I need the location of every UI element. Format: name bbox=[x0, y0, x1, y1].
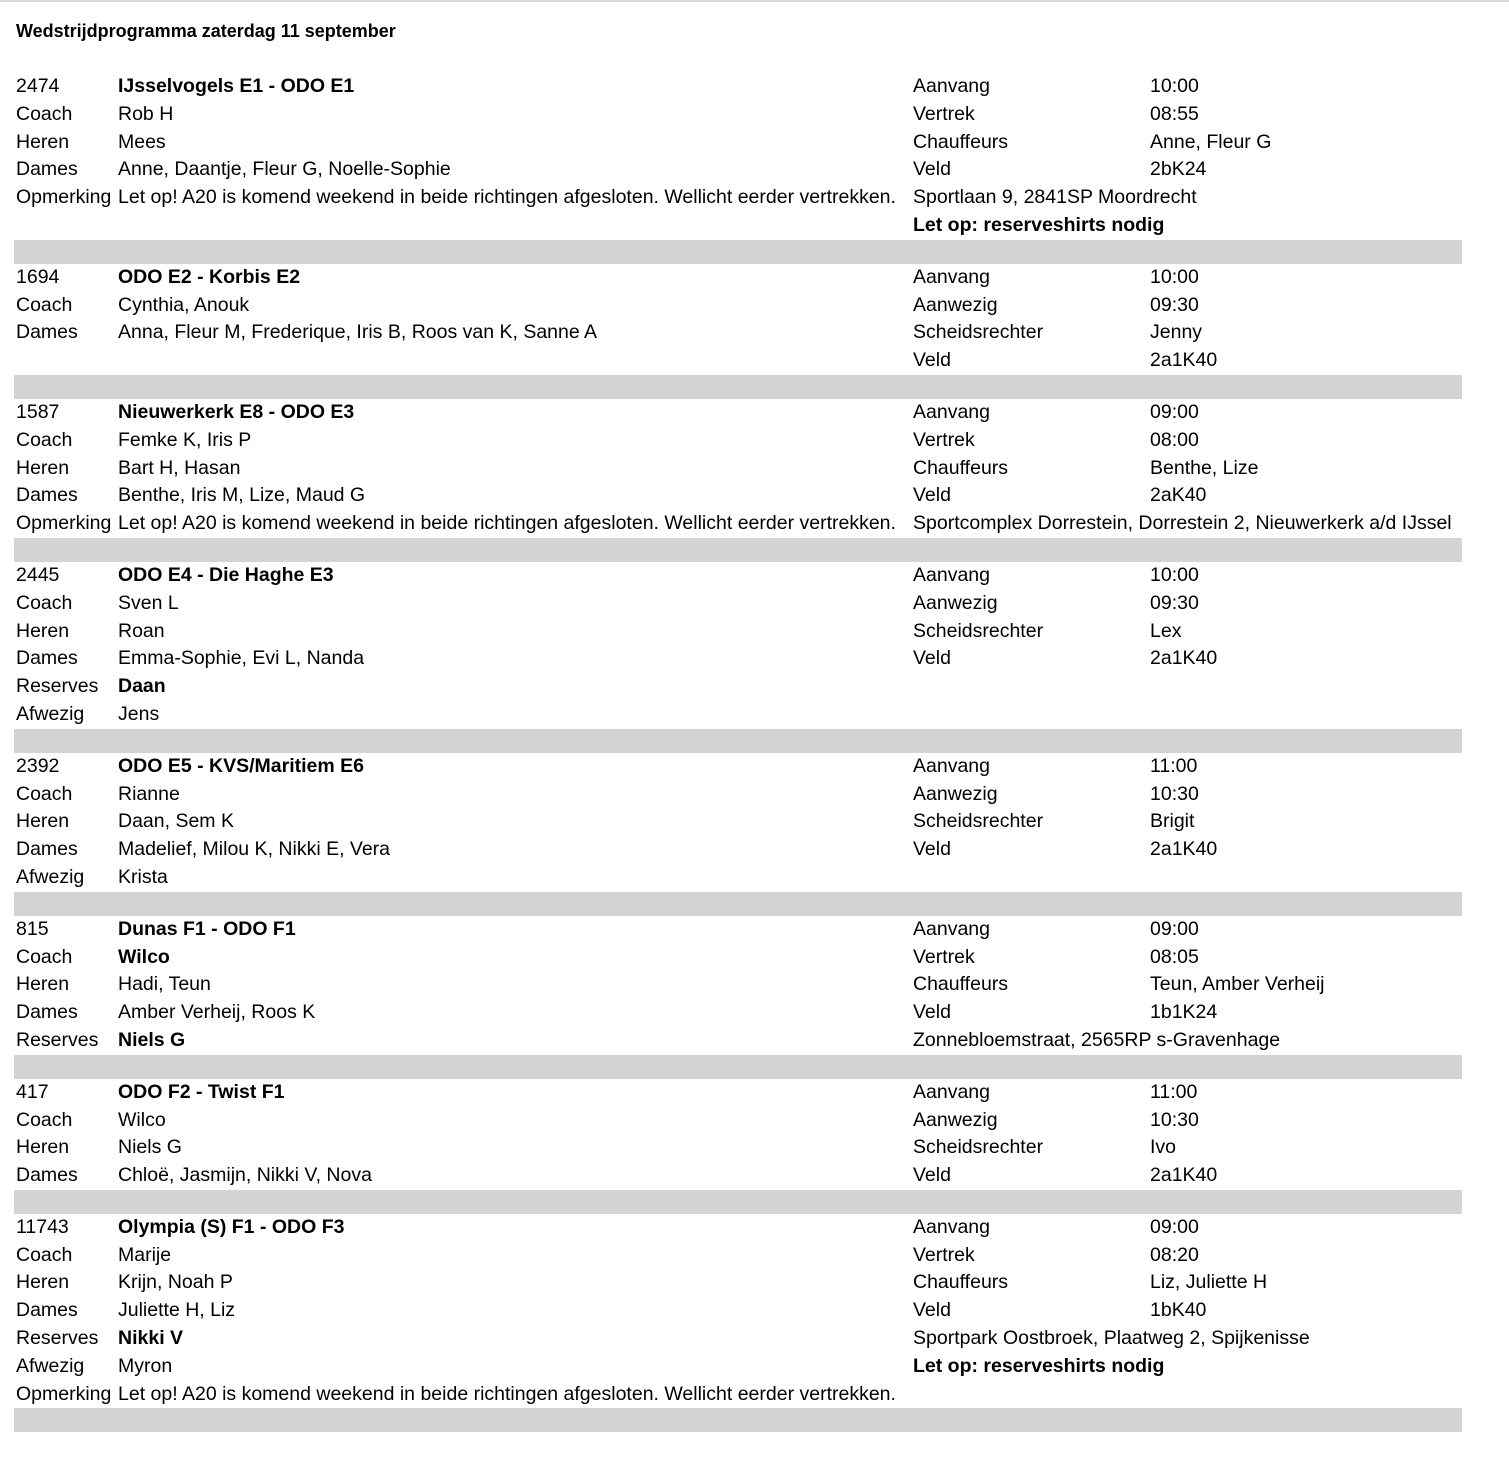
match-row bbox=[14, 645, 1462, 673]
match-row bbox=[14, 999, 1462, 1027]
row-value: Anna, Fleur M, Frederique, Iris B, Roos van K, Sanne A bbox=[118, 321, 598, 344]
row-label: Coach bbox=[16, 428, 73, 451]
match-row bbox=[14, 455, 1462, 483]
row-info-label: Sportcomplex Dorrestein, Dorrestein 2, Nieuwerkerk a/d IJssel bbox=[913, 512, 1452, 535]
row-value: Juliette H, Liz bbox=[118, 1299, 236, 1322]
row-value: ODO E4 - Die Haghe E3 bbox=[118, 563, 334, 586]
row-info-label: Vertrek bbox=[913, 428, 975, 451]
row-value: Amber Verheij, Roos K bbox=[118, 1001, 316, 1024]
row-label: Coach bbox=[16, 591, 73, 614]
row-label: Coach bbox=[16, 102, 73, 125]
row-info-label: Veld bbox=[913, 1001, 951, 1024]
row-info-value: 09:00 bbox=[1150, 1215, 1199, 1238]
row-value: Krijn, Noah P bbox=[118, 1271, 233, 1294]
row-info-value: Anne, Fleur G bbox=[1150, 130, 1272, 153]
row-info-label: Aanvang bbox=[913, 1080, 990, 1103]
match-row bbox=[14, 753, 1462, 781]
row-info-label: Vertrek bbox=[913, 1243, 975, 1266]
row-label: Heren bbox=[16, 1136, 70, 1159]
row-value: Hadi, Teun bbox=[118, 973, 211, 996]
row-info-value: Jenny bbox=[1150, 321, 1203, 344]
row-info-value: 10:00 bbox=[1150, 75, 1199, 97]
row-info-value: Lex bbox=[1150, 619, 1182, 642]
match-row bbox=[14, 399, 1462, 427]
row-info-value: 11:00 bbox=[1150, 754, 1198, 777]
row-label: 2392 bbox=[16, 754, 60, 777]
match-row bbox=[14, 673, 1462, 701]
row-value: Rob H bbox=[118, 102, 174, 125]
match-separator bbox=[14, 1190, 1462, 1214]
row-info-value: 2a1K40 bbox=[1150, 1164, 1218, 1187]
row-info-value: 08:05 bbox=[1150, 945, 1199, 968]
row-info-value: 10:30 bbox=[1150, 1108, 1199, 1131]
row-value: Emma-Sophie, Evi L, Nanda bbox=[118, 647, 365, 670]
row-label: Heren bbox=[16, 810, 70, 833]
match-row bbox=[14, 1269, 1462, 1297]
match-program bbox=[14, 73, 1462, 1432]
row-info-value: 08:55 bbox=[1150, 102, 1199, 125]
row-info-label: Aanwezig bbox=[913, 591, 998, 614]
row-info-value: 2aK40 bbox=[1150, 484, 1207, 507]
match-block bbox=[14, 264, 1462, 399]
match-row bbox=[14, 319, 1462, 347]
row-label: Reserves bbox=[16, 1028, 99, 1051]
row-info-value: Benthe, Lize bbox=[1150, 456, 1259, 479]
row-info-label: Aanvang bbox=[913, 563, 990, 586]
row-info-label: Aanvang bbox=[913, 1215, 990, 1238]
match-row bbox=[14, 1214, 1462, 1242]
match-separator bbox=[14, 1408, 1462, 1432]
row-info-value: 09:30 bbox=[1150, 293, 1199, 316]
row-value: Niels G bbox=[118, 1028, 186, 1051]
row-info-label: Veld bbox=[913, 647, 951, 670]
row-value: IJsselvogels E1 - ODO E1 bbox=[118, 75, 355, 97]
match-separator bbox=[14, 1055, 1462, 1079]
row-label: Dames bbox=[16, 1001, 78, 1024]
row-value: Marije bbox=[118, 1243, 172, 1266]
row-value: Sven L bbox=[118, 591, 179, 614]
row-label: 417 bbox=[16, 1080, 49, 1103]
row-info-value: 09:00 bbox=[1150, 917, 1199, 940]
row-value: Rianne bbox=[118, 782, 180, 805]
row-label: Afwezig bbox=[16, 702, 85, 725]
row-info-label: Aanwezig bbox=[913, 782, 998, 805]
match-row bbox=[14, 1107, 1462, 1135]
match-row bbox=[14, 1325, 1462, 1353]
row-value: Let op! A20 is komend weekend in beide richtingen afgesloten. Wellicht eerder vertrekken. bbox=[118, 1382, 896, 1405]
row-value: Cynthia, Anouk bbox=[118, 293, 250, 316]
row-value: Daan bbox=[118, 675, 166, 698]
match-row bbox=[14, 562, 1462, 590]
row-label: Heren bbox=[16, 130, 70, 153]
row-value: Daan, Sem K bbox=[118, 810, 234, 833]
row-label: 1587 bbox=[16, 400, 60, 423]
row-info-label: Vertrek bbox=[913, 945, 975, 968]
match-row bbox=[14, 212, 1462, 240]
row-label: Heren bbox=[16, 1271, 70, 1294]
row-info-label: Scheidsrechter bbox=[913, 619, 1044, 642]
row-value: Jens bbox=[118, 702, 160, 725]
match-row bbox=[14, 1381, 1462, 1409]
row-info-label: Veld bbox=[913, 484, 951, 507]
match-row bbox=[14, 264, 1462, 292]
row-info-label: Chauffeurs bbox=[913, 973, 1009, 996]
row-label: Coach bbox=[16, 782, 73, 805]
row-info-label: Aanvang bbox=[913, 754, 990, 777]
match-row bbox=[14, 482, 1462, 510]
match-row bbox=[14, 1242, 1462, 1270]
row-info-value: 10:00 bbox=[1150, 265, 1199, 288]
match-row bbox=[14, 971, 1462, 999]
row-info-label: Chauffeurs bbox=[913, 456, 1009, 479]
match-separator bbox=[14, 892, 1462, 916]
row-label: Reserves bbox=[16, 1327, 99, 1350]
page-title: Wedstrijdprogramma zaterdag 11 september bbox=[16, 21, 396, 41]
row-info-label: Aanwezig bbox=[913, 1108, 998, 1131]
row-info-value: 10:30 bbox=[1150, 782, 1199, 805]
row-info-label: Chauffeurs bbox=[913, 130, 1009, 153]
match-block bbox=[14, 399, 1462, 562]
row-info-value: 2a1K40 bbox=[1150, 349, 1218, 372]
row-info-label: Scheidsrechter bbox=[913, 1136, 1044, 1159]
match-row bbox=[14, 156, 1462, 184]
row-label: 815 bbox=[16, 917, 49, 940]
match-separator bbox=[14, 375, 1462, 399]
row-value: Krista bbox=[118, 865, 168, 888]
row-info-value: 1b1K24 bbox=[1150, 1001, 1218, 1024]
row-label: Opmerking bbox=[16, 512, 112, 535]
row-value: Wilco bbox=[118, 945, 170, 968]
match-block bbox=[14, 562, 1462, 753]
match-block bbox=[14, 753, 1462, 916]
row-label: 1694 bbox=[16, 265, 60, 288]
row-value: Niels G bbox=[118, 1136, 182, 1159]
match-row bbox=[14, 101, 1462, 129]
match-row bbox=[14, 1134, 1462, 1162]
match-row bbox=[14, 292, 1462, 320]
row-value: Femke K, Iris P bbox=[118, 428, 252, 451]
match-block bbox=[14, 73, 1462, 264]
match-separator bbox=[14, 729, 1462, 753]
row-info-label: Scheidsrechter bbox=[913, 321, 1044, 344]
row-value: Anne, Daantje, Fleur G, Noelle-Sophie bbox=[118, 158, 451, 181]
row-info-label: Aanvang bbox=[913, 400, 990, 423]
row-info-label: Scheidsrechter bbox=[913, 810, 1044, 833]
row-value: Benthe, Iris M, Lize, Maud G bbox=[118, 484, 366, 507]
row-label: Dames bbox=[16, 647, 78, 670]
match-row bbox=[14, 836, 1462, 864]
row-label: 2474 bbox=[16, 75, 60, 97]
match-row bbox=[14, 427, 1462, 455]
match-row bbox=[14, 129, 1462, 157]
row-label: Reserves bbox=[16, 675, 99, 698]
row-label: Heren bbox=[16, 619, 70, 642]
match-row bbox=[14, 1353, 1462, 1381]
row-info-label: Sportpark Oostbroek, Plaatweg 2, Spijkenisse bbox=[913, 1327, 1310, 1350]
row-info-value: Liz, Juliette H bbox=[1150, 1271, 1268, 1294]
row-info-value: 1bK40 bbox=[1150, 1299, 1207, 1322]
row-value: Bart H, Hasan bbox=[118, 456, 241, 479]
row-label: Heren bbox=[16, 973, 70, 996]
row-info-value: 2bK24 bbox=[1150, 158, 1207, 181]
row-label: Dames bbox=[16, 484, 78, 507]
row-info-label: Vertrek bbox=[913, 102, 975, 125]
row-info-label: Zonnebloemstraat, 2565RP s-Gravenhage bbox=[913, 1028, 1281, 1051]
match-row bbox=[14, 510, 1462, 538]
row-label: Coach bbox=[16, 1243, 73, 1266]
row-label: Afwezig bbox=[16, 1354, 85, 1377]
match-row bbox=[14, 73, 1462, 101]
row-info-value: Brigit bbox=[1150, 810, 1195, 833]
row-value: Madelief, Milou K, Nikki E, Vera bbox=[118, 838, 391, 861]
row-value: Roan bbox=[118, 619, 165, 642]
row-value: Mees bbox=[118, 130, 166, 153]
match-row bbox=[14, 808, 1462, 836]
row-label: Opmerking bbox=[16, 186, 112, 209]
row-info-label: Veld bbox=[913, 1299, 951, 1322]
row-info-value: Ivo bbox=[1150, 1136, 1177, 1159]
row-value: Chloë, Jasmijn, Nikki V, Nova bbox=[118, 1164, 372, 1187]
row-label: 2445 bbox=[16, 563, 60, 586]
row-label: Dames bbox=[16, 321, 78, 344]
row-label: Coach bbox=[16, 1108, 73, 1131]
row-info-label: Veld bbox=[913, 1164, 951, 1187]
row-info-value: 2a1K40 bbox=[1150, 838, 1218, 861]
match-separator bbox=[14, 240, 1462, 264]
row-info-value: 09:30 bbox=[1150, 591, 1199, 614]
row-label: Opmerking bbox=[16, 1382, 112, 1405]
row-label: Dames bbox=[16, 1164, 78, 1187]
row-info-value: 10:00 bbox=[1150, 563, 1199, 586]
row-value: Wilco bbox=[118, 1108, 166, 1131]
match-row bbox=[14, 944, 1462, 972]
row-info-label: Aanvang bbox=[913, 265, 990, 288]
match-row bbox=[14, 1297, 1462, 1325]
match-block bbox=[14, 916, 1462, 1079]
row-info-label: Veld bbox=[913, 158, 951, 181]
row-label: 11743 bbox=[16, 1215, 69, 1238]
row-label: Afwezig bbox=[16, 865, 85, 888]
row-value: Myron bbox=[118, 1354, 173, 1377]
row-info-label: Aanwezig bbox=[913, 293, 998, 316]
row-info-label: Veld bbox=[913, 349, 951, 372]
row-info-value: 11:00 bbox=[1150, 1080, 1198, 1103]
row-info-label: Sportlaan 9, 2841SP Moordrecht bbox=[913, 186, 1197, 209]
match-row bbox=[14, 864, 1462, 892]
row-label: Dames bbox=[16, 838, 78, 861]
row-info-label: Aanvang bbox=[913, 917, 990, 940]
row-label: Dames bbox=[16, 1299, 78, 1322]
row-value: Nikki V bbox=[118, 1327, 184, 1350]
row-value: Dunas F1 - ODO F1 bbox=[118, 917, 296, 940]
row-value: Nieuwerkerk E8 - ODO E3 bbox=[118, 400, 355, 423]
match-row bbox=[14, 916, 1462, 944]
row-info-label: Veld bbox=[913, 838, 951, 861]
match-row bbox=[14, 1162, 1462, 1190]
row-info-value: Teun, Amber Verheij bbox=[1150, 973, 1325, 996]
row-label: Dames bbox=[16, 158, 78, 181]
row-info-label: Chauffeurs bbox=[913, 1271, 1009, 1294]
row-info-value: 09:00 bbox=[1150, 400, 1199, 423]
match-row bbox=[14, 1027, 1462, 1055]
row-label: Coach bbox=[16, 945, 73, 968]
match-row bbox=[14, 184, 1462, 212]
row-info-label: Let op: reserveshirts nodig bbox=[913, 1354, 1165, 1377]
row-value: Let op! A20 is komend weekend in beide richtingen afgesloten. Wellicht eerder vertrekken. bbox=[118, 512, 896, 535]
row-value: ODO F2 - Twist F1 bbox=[118, 1080, 285, 1103]
row-info-value: 08:00 bbox=[1150, 428, 1199, 451]
row-value: Olympia (S) F1 - ODO F3 bbox=[118, 1215, 345, 1238]
match-separator bbox=[14, 538, 1462, 562]
row-label: Heren bbox=[16, 456, 70, 479]
row-value: ODO E5 - KVS/Maritiem E6 bbox=[118, 754, 364, 777]
match-block bbox=[14, 1214, 1462, 1433]
row-info-label: Aanvang bbox=[913, 75, 990, 97]
match-row bbox=[14, 347, 1462, 375]
row-info-label: Let op: reserveshirts nodig bbox=[913, 213, 1165, 236]
match-row bbox=[14, 701, 1462, 729]
match-row bbox=[14, 1079, 1462, 1107]
row-info-value: 2a1K40 bbox=[1150, 647, 1218, 670]
row-value: ODO E2 - Korbis E2 bbox=[118, 265, 301, 288]
row-info-value: 08:20 bbox=[1150, 1243, 1199, 1266]
row-value: Let op! A20 is komend weekend in beide richtingen afgesloten. Wellicht eerder vertrekken. bbox=[118, 186, 896, 209]
top-border bbox=[0, 0, 1509, 2]
match-row bbox=[14, 781, 1462, 809]
row-label: Coach bbox=[16, 293, 73, 316]
match-block bbox=[14, 1079, 1462, 1214]
match-row bbox=[14, 590, 1462, 618]
match-row bbox=[14, 618, 1462, 646]
